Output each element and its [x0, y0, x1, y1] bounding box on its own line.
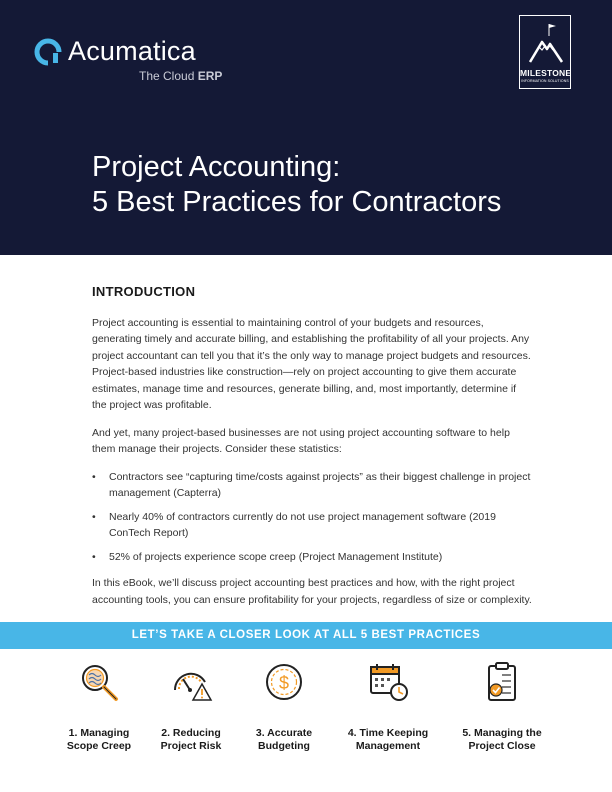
practice-label-line-2: Budgeting: [258, 740, 310, 752]
statistics-list: [92, 469, 532, 566]
intro-paragraph-1: Project accounting is essential to maintaining control of your budgets and resources, generating timely and accurate billing, and establishing the profitability of all your projects. Any project accountant can tell you that it’s the only way to manage project budgets and resources. Project-based industries like construction—rely on project accounting to give them accurate estimates, manage time and resources, generate billing, and, most importantly, determine if the project was profitable.: [92, 316, 531, 411]
practice-label-line-2: Project Close: [468, 740, 536, 752]
acumatica-logo: [34, 36, 196, 67]
practice-budgeting: [229, 660, 339, 753]
magnifier-icon: [77, 660, 121, 704]
practice-label-line-2: Project Risk: [160, 740, 222, 752]
svg-text:$: $: [278, 673, 290, 693]
acumatica-logo-icon: [34, 38, 62, 66]
intro-paragraph-2: And yet, many project-based businesses are not using project accounting software to help them manage their projects. Consider these statistics:: [92, 426, 510, 455]
practice-project-close: [447, 660, 557, 753]
brand-tagline: The Cloud ERP: [139, 69, 223, 83]
clipboard-check-icon: [480, 660, 524, 704]
practice-label-line-2: Scope Creep: [66, 740, 132, 752]
practices-row: [0, 660, 612, 780]
page-title: [92, 150, 501, 220]
milestone-logo: [519, 15, 571, 89]
practice-label-line-1: 1. Managing: [68, 727, 130, 739]
list-item: • Contractors see “capturing time/costs against projects” as their biggest challenge in project management (Capterra): [92, 469, 532, 502]
list-item: • 52% of projects experience scope creep (Project Management Institute): [92, 549, 532, 566]
brand-name: Acumatica: [68, 36, 196, 66]
calendar-clock-icon: [366, 660, 410, 704]
practice-label-line-2: Management: [355, 740, 421, 752]
best-practices-banner: [0, 622, 612, 649]
practice-label-line-1: 5. Managing the: [462, 727, 542, 739]
dollar-coin-icon: [262, 660, 306, 704]
partner-subtitle: INFORMATION SOLUTIONS: [521, 79, 569, 83]
intro-section: [92, 284, 532, 619]
gauge-warning-icon: [169, 660, 213, 704]
intro-heading: INTRODUCTION: [92, 284, 196, 299]
intro-paragraph-3: In this eBook, we’ll discuss project accounting best practices and how, with the right project accounting tools, you can ensure profitability for your projects, regardless of size or complexity.: [92, 577, 532, 606]
title-line-2: 5 Best Practices for Contractors: [92, 186, 502, 218]
practice-time-keeping: [333, 660, 443, 753]
practice-label-line-1: 2. Reducing: [161, 727, 221, 739]
practice-label-line-1: 4. Time Keeping: [347, 727, 429, 739]
practice-label-line-1: 3. Accurate: [255, 727, 313, 739]
list-item: • Nearly 40% of contractors currently do not use project management software (2019 ConTech Report): [92, 509, 532, 542]
title-line-1: Project Accounting:: [92, 151, 341, 183]
banner-text: LET’S TAKE A CLOSER LOOK AT ALL 5 BEST PRACTICES: [131, 629, 481, 641]
mountain-flag-icon: [520, 16, 572, 68]
header-banner: [0, 0, 612, 255]
partner-name: MILESTONE: [520, 68, 572, 78]
